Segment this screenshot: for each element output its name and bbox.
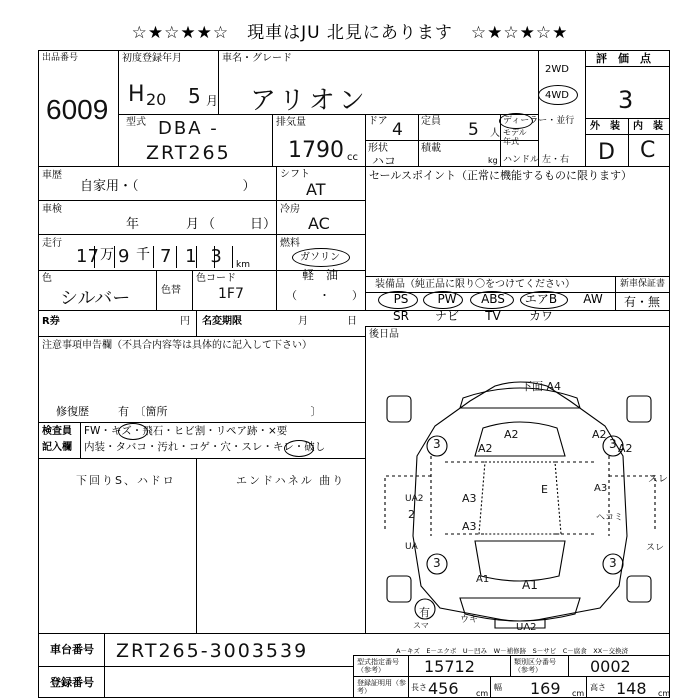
handle-options: 左・右	[542, 155, 570, 165]
inspection-day: 日）	[250, 217, 277, 232]
inspection-month: 月	[186, 217, 200, 232]
front-top-panel	[460, 388, 580, 408]
roof	[479, 462, 561, 534]
name-change-month: 月	[298, 316, 308, 327]
car-damage-diagram	[365, 336, 670, 632]
fuel-label: 燃料	[280, 238, 300, 249]
length-value: 456	[428, 679, 459, 698]
diagram-top-label: 下面 A4	[521, 380, 562, 393]
type-no-value: 15712	[424, 657, 475, 676]
mark-e: E	[541, 483, 548, 496]
ext-label: 外 装	[590, 121, 620, 132]
car-name-label: 車名・グレード	[222, 53, 292, 64]
equipment-item: PW	[437, 292, 457, 306]
sure-circle-icon	[284, 440, 314, 457]
mark-ari: 有	[419, 606, 430, 619]
drive-2wd: 2WD	[545, 64, 569, 75]
aircon-label: 冷房	[280, 204, 300, 215]
equipment-item: PS	[393, 292, 409, 306]
fuel-circle-icon	[292, 248, 350, 267]
displacement-label: 排気量	[276, 117, 306, 128]
mark-hekomi: ヘコミ	[596, 513, 624, 523]
mark-suma: スマ	[413, 621, 429, 630]
mileage-sen: 9	[118, 246, 130, 267]
car-name-value: アリオン	[250, 86, 369, 116]
banner: ☆★☆★★☆ 現車はJU 北見にあります ☆★☆★☆★	[131, 23, 569, 43]
mark-ua: UA	[405, 542, 418, 552]
mark-a1-side: A1	[476, 574, 490, 585]
displacement-value: 1790	[288, 138, 344, 163]
mark-a3-right: A3	[594, 483, 608, 494]
equipment-item: エアB	[524, 292, 558, 306]
reg-year-label: 初度登録年月	[122, 53, 182, 64]
car-body-outline	[413, 382, 627, 621]
mark-3-rl: 3	[433, 556, 441, 570]
load-unit: kg	[488, 156, 498, 165]
mark-sure-right: スレ	[648, 474, 668, 485]
aircon-value: AC	[308, 214, 330, 233]
dealer-circle-icon	[499, 113, 533, 129]
mark-a2-right: A2	[618, 442, 633, 455]
color-change-label: 色替	[161, 285, 181, 296]
equipment-item: AW	[583, 292, 603, 306]
mark-a3-left2: A3	[462, 520, 477, 533]
fuel-diesel: 軽 油	[302, 268, 339, 282]
mark-3-fr: 3	[609, 437, 617, 451]
mark-3-rr: 3	[609, 556, 617, 570]
history-label: 車歴	[42, 170, 62, 181]
recycle-yen: 円	[180, 316, 190, 327]
fuel-paren: （ ・ ）	[286, 289, 363, 302]
reg-month: 5	[188, 84, 201, 108]
mark-3-fl: 3	[433, 437, 441, 451]
shape-label: 形状	[368, 143, 388, 154]
height-value: 148	[616, 679, 647, 698]
fuel-gasoline: ガソリン	[300, 252, 340, 263]
repair-value: 有 〔箇所 〕	[118, 405, 322, 418]
mark-ua2-left: UA2	[405, 494, 424, 504]
mark-2: 2	[408, 508, 415, 521]
recycle-label: R券	[42, 316, 60, 327]
registration-label: 登録番号	[50, 676, 94, 689]
model-value1: DBA -	[158, 118, 219, 139]
mileage-man: 17	[76, 246, 99, 267]
rating-label: 評 価 点	[596, 52, 651, 65]
checker-row1: FW・キズ・飛石・ヒビ割・リペア跡・×要	[84, 425, 288, 437]
inspection-label: 車検	[42, 204, 62, 215]
rating-value: 3	[618, 86, 634, 114]
sales-point-label: セールスポイント（正常に機能するものに限ります）	[369, 169, 633, 182]
mark-a3-left: A3	[462, 492, 477, 505]
mark-uki: ウキ	[460, 615, 479, 625]
mileage-label: 走行	[42, 238, 62, 249]
color-label: 色	[42, 273, 52, 284]
mileage-unit: km	[236, 260, 250, 270]
capacity-unit: 人	[490, 128, 500, 139]
drive-4wd: 4WD	[545, 90, 569, 101]
drive-circle-icon	[538, 85, 578, 105]
history-value: 自家用・（ ）	[80, 179, 256, 194]
rear-seat-label: 後日品	[369, 329, 399, 340]
model-value2: ZRT265	[146, 142, 231, 164]
class-no-label: 類別区分番号（参考）	[514, 658, 556, 674]
height-unit: cm	[658, 689, 671, 698]
checker-label1: 検査員	[42, 426, 72, 437]
reg-cert-note: 登録証明用（参考）	[357, 679, 406, 695]
length-label: 長さ	[411, 683, 427, 692]
name-change-label: 名変期限	[202, 316, 242, 327]
width-unit: cm	[572, 689, 585, 698]
mark-a1-rear: A1	[522, 578, 538, 592]
mark-a2-front-right: A2	[592, 428, 607, 441]
model-year-label: モデル年式	[503, 128, 527, 146]
warranty-value: 有・無	[624, 295, 661, 309]
dealer-label: ディーラー・並行	[503, 116, 575, 126]
color-code-label: 色コード	[196, 273, 236, 284]
mark-ua2-rear: UA2	[516, 622, 537, 633]
model-label: 型式	[126, 117, 146, 128]
legend: A－キズ E－エクボ U－凹み W－補修跡 S－サビ C－腐食 XX－交換済	[396, 647, 629, 655]
mileage-sen-unit: 千	[136, 247, 150, 263]
capacity-label: 定員	[421, 116, 441, 127]
reg-year: 20	[146, 90, 167, 109]
lot-value: 6009	[46, 94, 109, 125]
ext-value: D	[598, 140, 615, 165]
checker-label2: 記入欄	[42, 442, 72, 453]
int-label: 内 装	[633, 121, 663, 132]
mark-a2-left: A2	[478, 442, 493, 455]
chassis-label: 車台番号	[50, 643, 94, 656]
equipment-label: 装備品（純正品に限り〇をつけてください）	[375, 279, 575, 290]
length-unit: cm	[476, 689, 489, 698]
color-code-value: 1F7	[218, 286, 244, 302]
checker-row2: 内装・タバコ・汚れ・コゲ・穴・スレ・キレ・破し	[84, 441, 326, 453]
door-value: 4	[392, 120, 403, 140]
handle-label: ハンドル	[503, 155, 540, 165]
shape-value: ハコ	[372, 154, 397, 168]
width-value: 169	[530, 679, 561, 698]
load-label: 積載	[421, 143, 441, 154]
shift-value: AT	[306, 180, 326, 199]
height-label: 高さ	[590, 683, 606, 692]
kizu-circle-icon	[118, 423, 148, 440]
equipment-item: SR	[393, 309, 409, 323]
mileage-man-unit: 万	[100, 247, 114, 263]
handwritten-note2: エンドハネル 曲り	[236, 474, 346, 487]
displacement-unit: cc	[347, 152, 358, 163]
color-value: シルバー	[60, 288, 131, 309]
chassis-value: ZRT265-3003539	[116, 640, 309, 662]
door-label: ドア	[368, 116, 388, 127]
shift-label: シフト	[280, 169, 310, 180]
type-no-label: 型式指定番号（参考）	[357, 658, 399, 674]
equipment-item: TV	[485, 309, 501, 323]
mark-a2-front-left: A2	[504, 428, 519, 441]
mark-sure-rear: スレ	[646, 543, 665, 553]
class-no-value: 0002	[590, 657, 631, 676]
notes-label: 注意事項申告欄（不具合内容等は具体的に記入して下さい）	[42, 340, 312, 351]
width-label: 幅	[494, 683, 502, 692]
reg-era: H	[128, 82, 145, 107]
lot-label: 出品番号	[42, 53, 79, 63]
handwritten-note1: 下回りS、ハドロ	[76, 474, 176, 487]
reg-month-unit: 月	[206, 94, 219, 108]
inspection-year: 年	[126, 217, 140, 232]
inspection-paren: （	[202, 217, 216, 232]
equipment-item: カワ	[528, 309, 553, 323]
capacity-value: 5	[468, 120, 479, 140]
warranty-label: 新車保証書	[620, 279, 666, 289]
equipment-item: ナビ	[434, 309, 459, 323]
mileage-rest: 7 1 3	[160, 246, 226, 267]
equipment-item: ABS	[481, 292, 505, 306]
repair-label: 修復歴	[56, 405, 89, 418]
name-change-day: 日	[347, 316, 357, 327]
int-value: C	[640, 138, 656, 163]
